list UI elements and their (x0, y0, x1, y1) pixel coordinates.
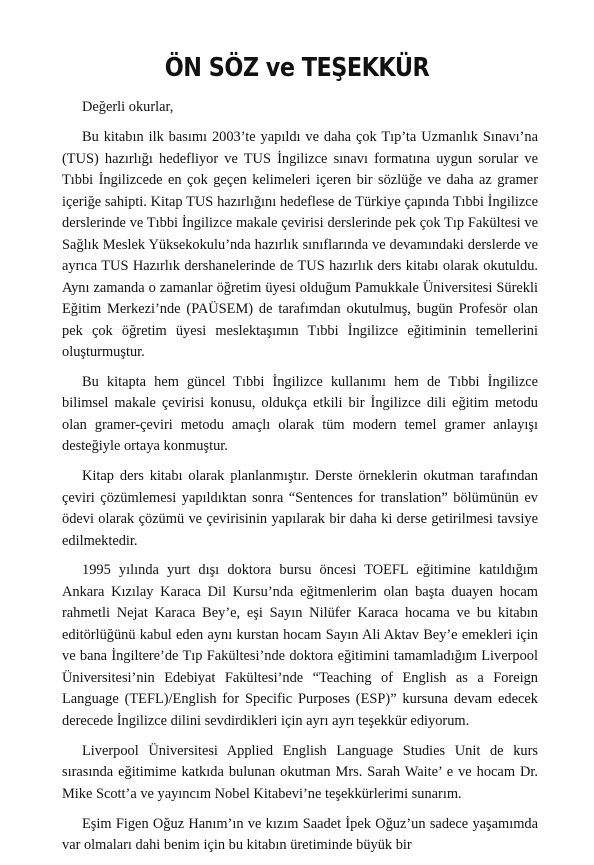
paragraph-5: Liverpool Üniversitesi Applied English Language Studies Unit de kurs sırasında eğitimime katkıda bulunan okutman Mrs. Sarah Waite’ e ve hocam Dr. Mike Scott’a ve yayıncım Nobel Kitabevi’ne teşekkürlerimi sunarım. (62, 742, 538, 802)
paragraph-2: Bu kitapta hem güncel Tıbbi İngilizce kullanımı hem de Tıbbi İngilizce bilimsel makale çevirisi konusu, oldukça etkili bir İngilizce dili eğitim metodu olan gramer-çeviri metodu amaçlı olarak tüm modern temel gramer anlayışı desteğiyle ortaya konmuştur. (62, 373, 538, 455)
paragraph-1: Bu kitabın ilk basımı 2003’te yapıldı ve daha çok Tıp’ta Uzmanlık Sınavı’na (TUS) hazırlığı hedefliyor ve TUS İngilizce sınavı formatına uygun sorular ve Tıbbi İngilizcede en çok geçen kelimeleri içeren bir sözlüğe ve daha az gramer içeriğe sahipti. Kitap TUS hazırlığını hedeflese de Türkiye çapında Tıbbi İngilizce derslerinde ve Tıbbi İngilizce makale çevirisi derslerinde pek çok Tıp Fakültesi ve Sağlık Meslek Yüksekokulu’nda hazırlık sınıflarında ve devamındaki derslerde ve ayrıca TUS Hazırlık dershanelerinde de TUS hazırlık ders kitabı olarak okutuldu. Aynı zamanda o zamanlar öğretim üyesi olduğum Pamukkale Üniversitesi Sürekli Eğitim Merkezi’nde (PAÜSEM) de tarafımdan okutulmuş, bugün Profesör olan pek çok öğretim üyesi meslektaşımın Tıbbi İngilizce eğitiminin temellerini oluşturmuştur. (62, 129, 538, 361)
salutation: Değerli okurlar, (82, 99, 174, 115)
paragraph-3: Kitap ders kitabı olarak planlanmıştır. Derste örneklerin okutman tarafından çeviri çözümlemesi yapıldıktan sonra “Sentences for translation” bölümünün ev ödevi olarak çözümü ve çevirisinin yapılarak bir daha ki derse getirilmesi tavsiye edilmektedir. (62, 468, 538, 549)
paragraph-6: Eşim Figen Oğuz Hanım’ın ve kızım Saadet İpek Oğuz’un sadece yaşamımda var olmaları dahi benim için bu kitabın üretiminde büyük bir (62, 815, 538, 854)
paragraph-4: 1995 yılında yurt dışı doktora bursu öncesi TOEFL eğitimine katıldığım Ankara Kızılay Karaca Dil Kursu’nda eğitmenlerim olan başta duayen hocam rahmetli Nejat Karaca Bey’e, eşi Sayın Nilüfer Karaca hocama ve bu kitabın editörlüğünü kabul eden aynı kurstan hocam Sayın Ali Aktav Bey’e emekleri için ve bana İngiltere’de Tıp Fakültesi’nde doktora eğitimini tamamladığım Liverpool Üniversitesi’nin Edebiyat Fakültesi’nde “Teaching of English as a Foreign Language (TEFL)/English for Specific Purposes (ESP)” kursuna devam edecek derecede İngilizce dilini sevdirdikleri için ayrı ayrı teşekkür ediyorum. (62, 562, 538, 729)
page-title: ÖN SÖZ ve TEŞEKKÜR (164, 53, 430, 84)
preface-body (62, 97, 538, 865)
